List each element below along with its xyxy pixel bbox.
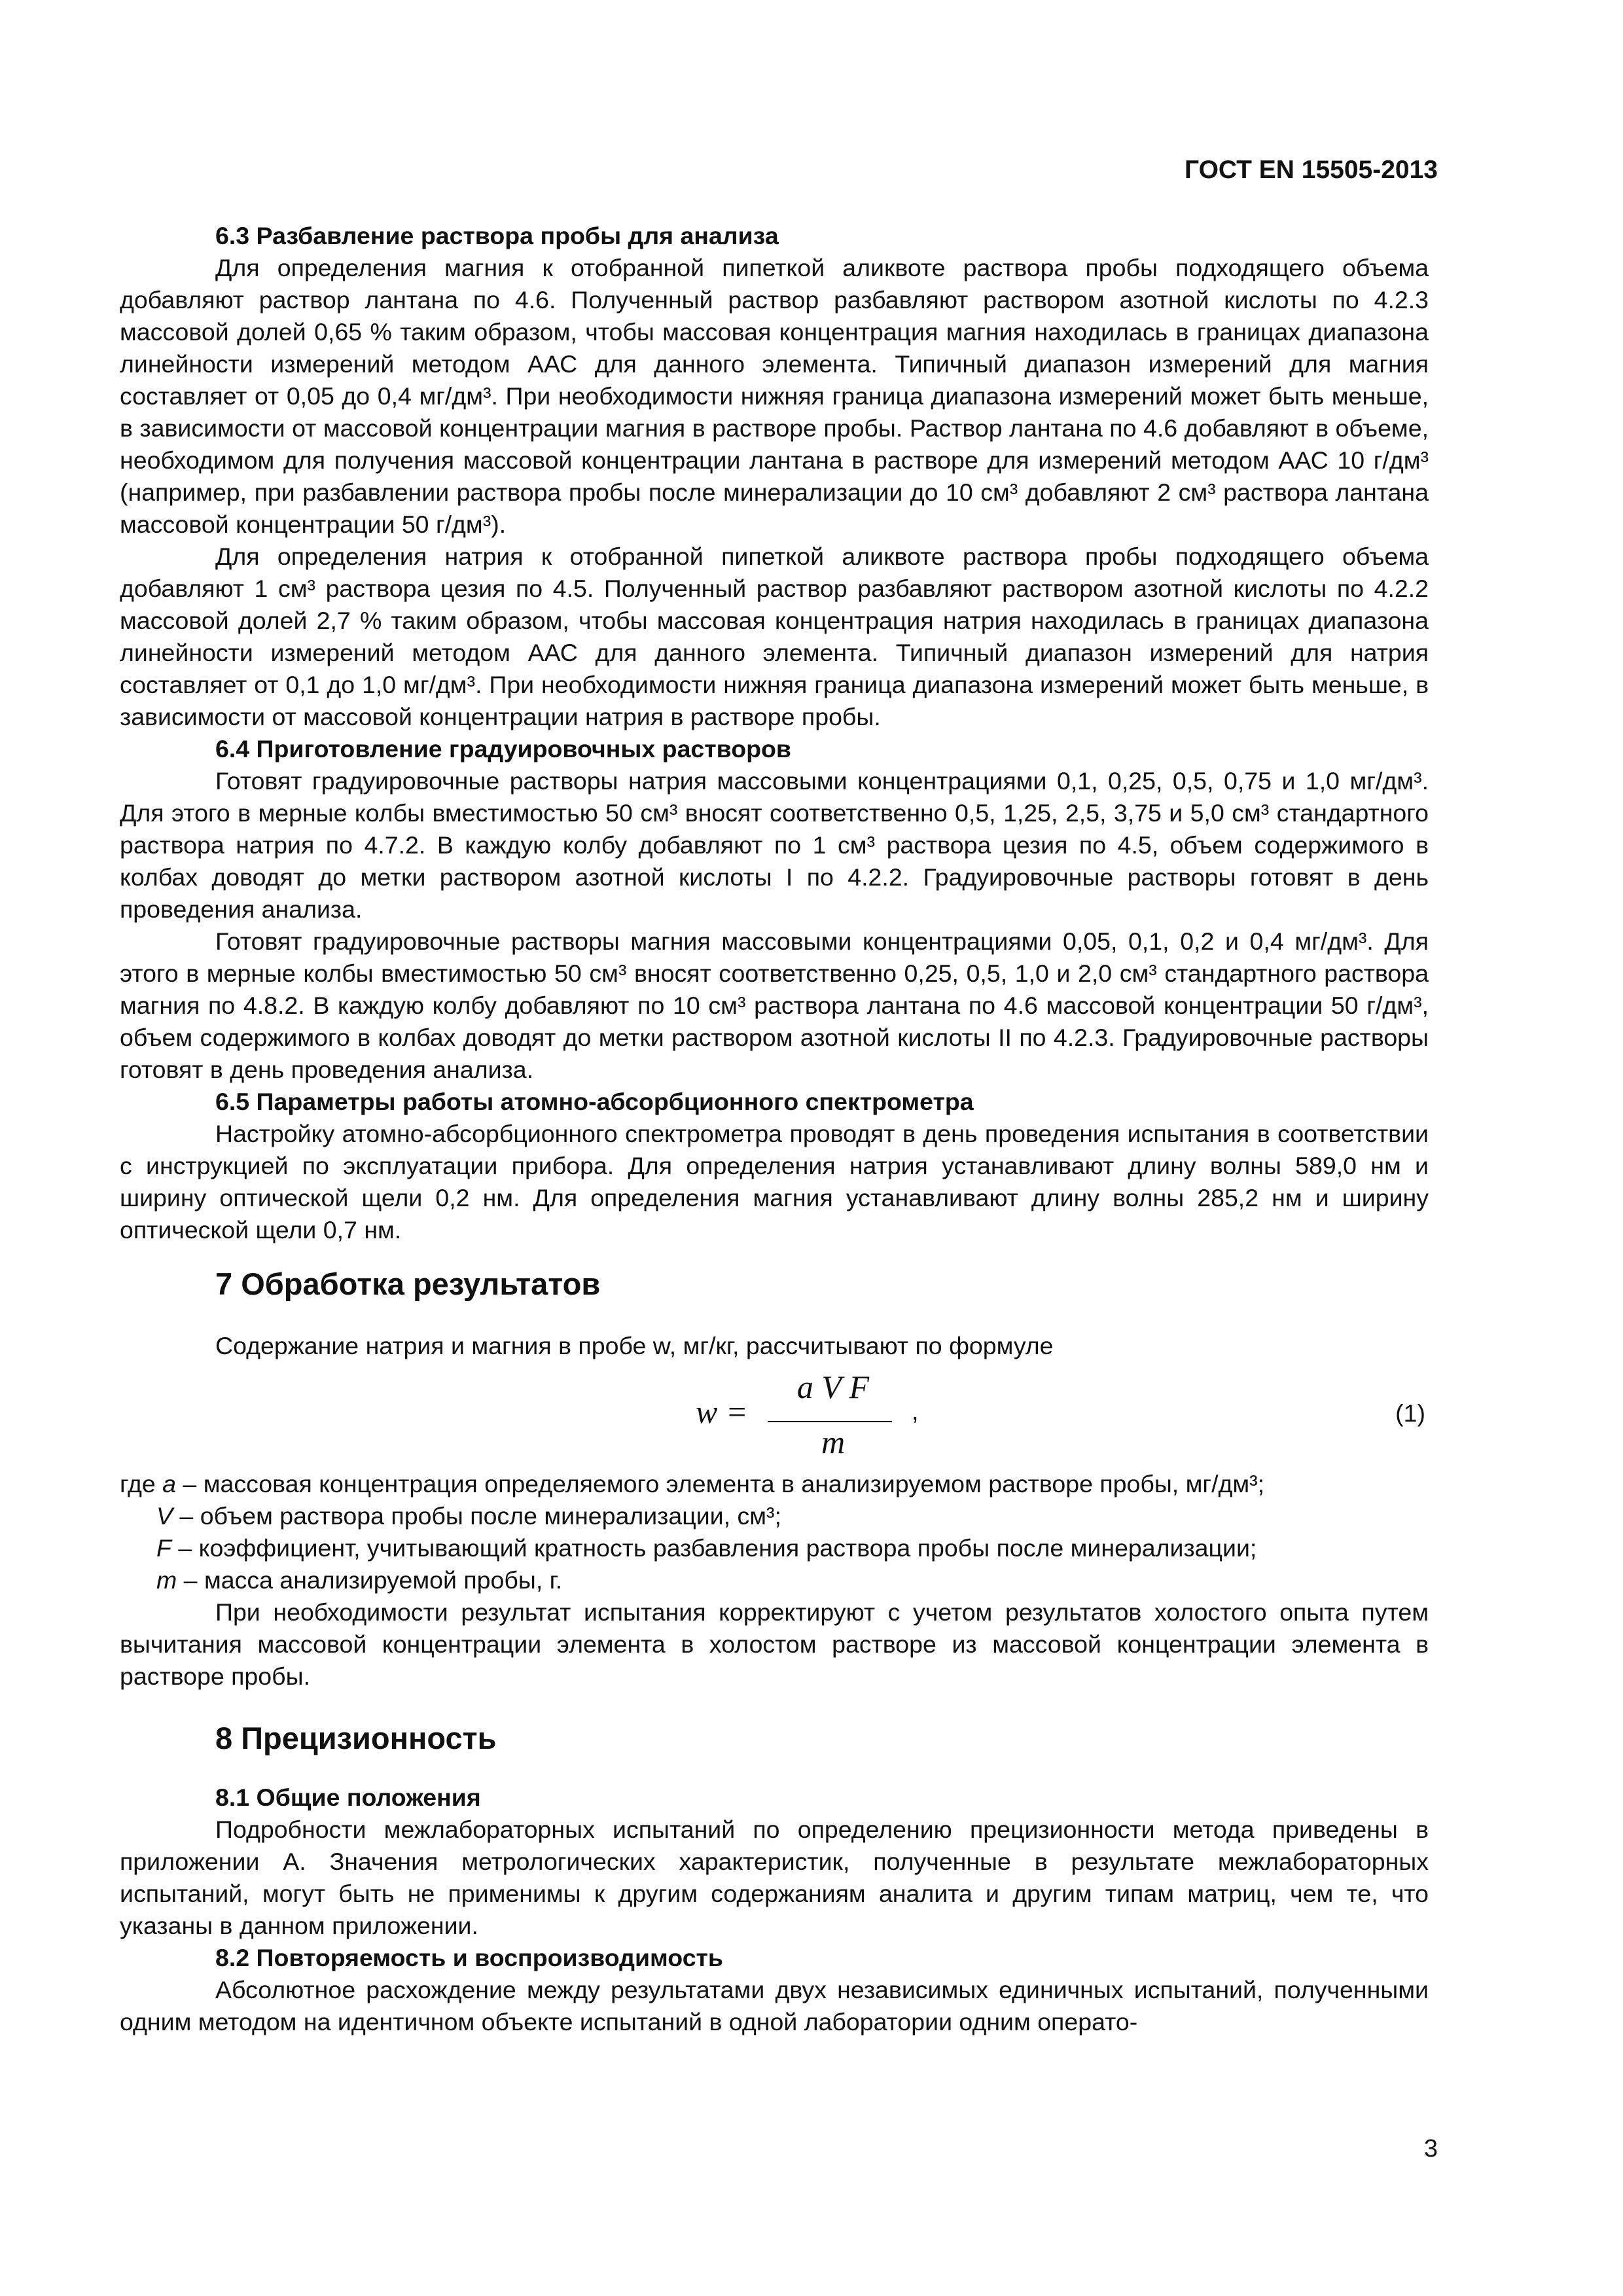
section-6-4-title: 6.4 Приготовление градуировочных растворов	[215, 735, 791, 762]
formula-1	[120, 1371, 1429, 1468]
paragraph: Для определения магния к отобранной пипеткой аликвоте раствора пробы подходящего объема добавляют раствор лантана по 4.6. Полученный раствор разбавляют раствором азотной кислоты по 4.2.3 массовой долей 0,65 % таким образом, чтобы массовая концентрация магния находилась в границах диапазона линейности измерений методом ААС для данного элемента. Типичный диапазон измерений для магния составляет от 0,05 до 0,4 мг/дм³. При необходимости нижняя граница диапазона измерений может быть меньше, в зависимости от массовой концентрации магния в растворе пробы. Раствор лантана по 4.6 добавляют в объеме, необходимом для получения массовой концентрации лантана в растворе для измерений методом ААС 10 г/дм³ (например, при разбавлении раствора пробы после минерализации до 10 см³ добавляют 2 см³ раствора лантана массовой концентрации 50 г/дм³).	[120, 254, 1429, 538]
where-symbol: a	[162, 1470, 177, 1498]
section-6-3-title: 6.3 Разбавление раствора пробы для анализа	[215, 222, 779, 249]
where-prefix: где	[120, 1470, 163, 1498]
where-symbol: F	[156, 1534, 171, 1562]
section-8-heading: 8 Прецизионность	[215, 1721, 497, 1755]
document-code: ГОСТ EN 15505-2013	[1185, 156, 1438, 184]
formula-denominator: m	[821, 1424, 846, 1460]
where-line	[120, 1500, 1429, 1532]
section-8-1-title: 8.1 Общие положения	[215, 1784, 481, 1811]
where-text: – массовая концентрация определяемого элемента в анализируемом растворе пробы, мг/дм³;	[176, 1470, 1265, 1498]
paragraph: Для определения натрия к отобранной пипеткой аликвоте раствора пробы подходящего объема добавляют 1 см³ раствора цезия по 4.5. Полученный раствор разбавляют раствором азотной кислоты по 4.2.2 массовой долей 2,7 % таким образом, чтобы массовая концентрация натрия находилась в границах диапазона линейности измерений методом ААС для данного элемента. Типичный диапазон измерений для натрия составляет от 0,1 до 1,0 мг/дм³. При необходимости нижняя граница диапазона измерений может быть меньше, в зависимости от массовой концентрации натрия в растворе пробы.	[120, 543, 1429, 730]
where-text: – коэффициент, учитывающий кратность разбавления раствора пробы после минерализации;	[171, 1534, 1257, 1562]
section-7-heading: 7 Обработка результатов	[215, 1266, 601, 1301]
formula-intro: Содержание натрия и магния в пробе w, мг/кг, рассчитывают по формуле	[215, 1332, 1054, 1359]
paragraph: Подробности межлабораторных испытаний по определению прецизионности метода приведены в приложении А. Значения метрологических характеристик, полученные в результате межлабораторных испытаний, могут быть не применимы к другим содержаниям аналита и другим типам матриц, чем те, что указаны в данном приложении.	[120, 1816, 1429, 1939]
formula-lhs: w =	[696, 1393, 748, 1430]
where-symbol: V	[156, 1502, 173, 1530]
paragraph: Готовят градуировочные растворы магния массовыми концентрациями 0,05, 0,1, 0,2 и 0,4 мг/дм³. Для этого в мерные колбы вместимостью 50 см³ вносят соответственно 0,25, 0,5, 1,0 и 2,0 см³ стандартного раствора магния по 4.8.2. В каждую колбу добавляют по 10 см³ раствора лантана по 4.6 массовой концентрации 50 г/дм³, объем содержимого в колбах доводят до метки раствором азотной кислоты II по 4.2.3. Градуировочные растворы готовят в день проведения анализа.	[120, 927, 1429, 1083]
section-6-5-title: 6.5 Параметры работы атомно-абсорбционного спектрометра	[215, 1088, 974, 1115]
formula-numerator: a V F	[796, 1369, 870, 1405]
where-line	[120, 1468, 1429, 1500]
paragraph: Абсолютное расхождение между результатами двух независимых единичных испытаний, полученными одним методом на идентичном объекте испытаний в одной лаборатории одним операто-	[120, 1976, 1429, 2036]
document-body	[120, 220, 1429, 2038]
fraction-bar	[768, 1421, 892, 1422]
where-text: – объем раствора пробы после минерализации, см³;	[173, 1502, 781, 1530]
formula-comma: ,	[912, 1398, 919, 1426]
where-line	[120, 1564, 1429, 1596]
paragraph: Готовят градуировочные растворы натрия массовыми концентрациями 0,1, 0,25, 0,5, 0,75 и 1,0 мг/дм³. Для этого в мерные колбы вместимостью 50 см³ вносят соответственно 0,5, 1,25, 2,5, 3,75 и 5,0 см³ стандартного раствора натрия по 4.7.2. В каждую колбу добавляют по 1 см³ раствора цезия по 4.5, объем содержимого в колбах доводят до метки раствором азотной кислоты I по 4.2.2. Градуировочные растворы готовят в день проведения анализа.	[120, 767, 1429, 923]
where-line	[120, 1532, 1429, 1564]
section-8-2-title: 8.2 Повторяемость и воспроизводимость	[215, 1944, 723, 1971]
page-number: 3	[1423, 2135, 1438, 2162]
where-text: – масса анализируемой пробы, г.	[177, 1566, 563, 1594]
paragraph: Настройку атомно-абсорбционного спектрометра проводят в день проведения испытания в соответствии с инструкцией по эксплуатации прибора. Для определения натрия устанавливают длину волны 589,0 нм и ширину оптической щели 0,2 нм. Для определения магния устанавливают длину волны 285,2 нм и ширину оптической щели 0,7 нм.	[120, 1120, 1429, 1244]
where-symbol: m	[156, 1566, 177, 1594]
equation-number: (1)	[1395, 1399, 1425, 1427]
paragraph: При необходимости результат испытания корректируют с учетом результатов холостого опыта путем вычитания массовой концентрации элемента в холостом растворе из массовой концентрации элемента в растворе пробы.	[120, 1598, 1429, 1690]
